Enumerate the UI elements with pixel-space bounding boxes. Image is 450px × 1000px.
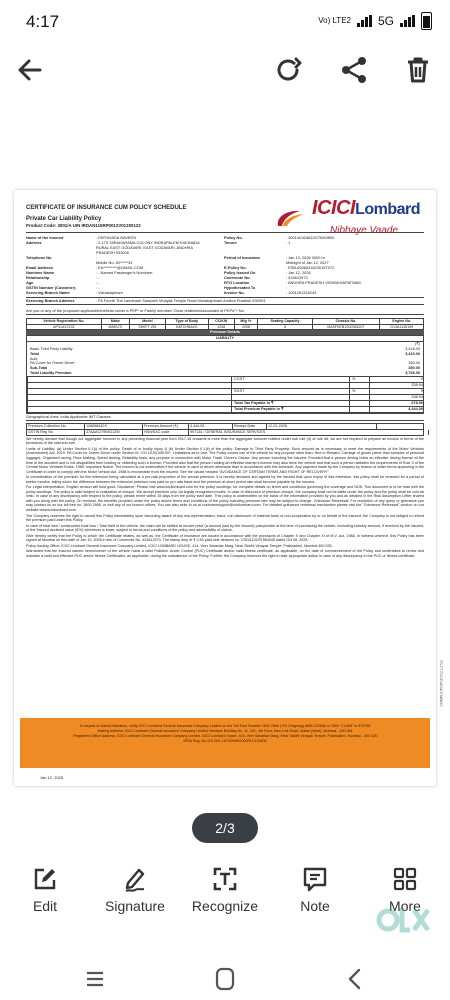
liability-currency: (₹) [415, 342, 420, 347]
system-nav-bar [0, 958, 450, 1000]
more-label: More [389, 898, 421, 914]
pep-question: Are you or any of the proposed applicant/beneficial owner a PEP* or Family member/ Close relatives/Associates of PEPs*? No [26, 308, 424, 315]
banner-line: Registered Office Address: ICICI Lombard General Insurance Company Limited, ICICI Lombard House, 414, Veer Savarkar Marg, Near Siddhi Vinayak Temple, Prabhadevi, Mumbai - 400 025 [73, 734, 377, 738]
vehicle-cell: D13A1136199 [380, 324, 424, 330]
collect-cell: 12-01-2026 [267, 424, 377, 429]
geo-area-line: Geographical Area: India Applicable IMT Clauses: [26, 413, 424, 421]
terms-paragraph: I/We hereby certify that the Policy to which the Certificate relates, as well as, the Certificate of insurance are issued in accordance with the provisions of Chapter X and Chapter XI of M.V. Act, 1988. In witness whereof, this Policy has been signed at Mumbai on this date of Jan 12, 2026 in lieu of Covernote No. 424612973. The stamp duty of ₹ 0.50 paid vide defaced no. CSD/1122/07564045 dated Oct 08, 2025. [26, 533, 424, 543]
vehicle-col-header: Vehicle Registration No. [27, 319, 102, 325]
liability-line: Add: [30, 356, 38, 361]
policy-field-9-2: RTO Location [224, 280, 250, 285]
policy-field-4-2: Period of Insurance [224, 255, 261, 260]
doc-date: Jan 12, 2026 [40, 775, 64, 780]
policy-field-4-1: : [96, 255, 98, 260]
policy-field-10-2: Hypothecated To [224, 285, 256, 290]
policy-field-7-1: : - Named Passenger's Nominee: [96, 270, 154, 275]
document-page[interactable] [14, 190, 444, 786]
recognize-scan-icon [212, 866, 238, 892]
vehicle-cell: 1248 [208, 324, 234, 330]
policy-field-11-1: : Vishakaptnam [96, 290, 123, 295]
policy-field-10-3: : [286, 285, 288, 290]
policy-fields [26, 232, 424, 295]
banner-line: Mailing Address: ICICI Lombard General Insurance Company Limited Interface Building No. 11, 401, 4th Floor, New Link Road, Malad (West), Mumbai - 400 064 [97, 729, 353, 733]
collect-cell: 4,444.00 [189, 424, 233, 429]
tax-row: SGST % 9 [27, 388, 423, 394]
policy-field-11-3: : 1001261316243 [286, 290, 317, 295]
back-arrow-icon[interactable] [14, 54, 46, 86]
policy-field-11-2: Invoice No. [224, 290, 245, 295]
policy-field-1-3: : 1 [286, 240, 291, 245]
vehicle-col-header: Engine No. [380, 319, 424, 325]
terms-paragraph: In case of total loss / constructive total loss / Total theft of the vehicle, the claim will be settled at invoice price (a amount paid by the insured) policyholder at the time of purchasing the vehicle, excluding subsidy amount, if received by the insured, or the Insured declared value (IDV) whichever is lower, subject to terms and conditions of the policy and admissibility of claims. [26, 523, 424, 533]
policy-field-0-0: Name of the Insured [26, 235, 64, 240]
terms-paragraph: In consideration of the premium for this extension being calculated at a pro-rata proportion of the annual premium, it is hereby declared and agreed by the insured that upon expiry of this extension, this policy shall be renewed for a period of twelve months, failing which the difference between the extension premium now paid on pro rata basis and the premium at short period rate shall become payable by the insured. [26, 475, 424, 484]
note-icon [302, 866, 328, 892]
edit-icon [32, 866, 58, 892]
tax-row: CGST % 9 [27, 376, 423, 382]
policy-field-2-1: RURAL EAST GODAVARI, EAST GODAVARI, ANDHRA [96, 245, 193, 250]
rotate-icon[interactable] [272, 54, 304, 86]
premium-section [26, 335, 424, 413]
policy-field-8-1: : - [96, 275, 100, 280]
terms-paragraph: The Company reserves the right to cancel this Policy immediately upon becoming aware of any mis-representation, fraud, non-disclosure of material facts or non-cooperation by or on behalf of the insured; the Company is not obliged to refund the premium paid under this Policy. [26, 513, 424, 523]
collect-cell: Premium Amount (₹) [143, 424, 189, 429]
policy-field-5-1: Mobile No: 8X*****33 [96, 260, 133, 265]
page-indicator: 2/3 [192, 813, 258, 843]
banner-line: In respect of claims intimation, notify ICICI Lombard General Insurance Company Limited on the Toll Free Number 1800 2666 (+91 Outgoing) 8655 222666 or SMS "CLAIM" to 575758 [79, 724, 371, 728]
doc-product-code: Product Code: 3001/A UIN IRDAN115RP0012V01200122 [26, 223, 141, 228]
policy-field-0-3: : 3001/A/424612973/00/B00 [286, 235, 335, 240]
delete-icon[interactable] [402, 54, 434, 86]
vehicle-col-header: Make [101, 319, 129, 325]
terms-paragraph: Limits of Liability: (a) Under Section II-1(i) of the policy: Death of or bodily injury & (b) Under Section II-1(ii) of the policy: Damage to Third Party Property: Such amount as is necessary to meet the requirements of the Motor Vehicles (Amendment) Act, 2019. PA Cover for Owner Driver under Section III: CSI 15,00,000.00*. Limitations as to Use: The Policy covers use of the vehicle for any purpose other than: Hire or Reward, Carriage of goods (other than samples of personal luggage), Organized racing, Pace Making, Speed testing, Reliability trials, any purpose in connection with Motor Trade. Driver's Clause: Any person including the insured: Provided that a person driving holds an effective driving license at the time of the accident and is not disqualified from holding or obtaining such a license. Provided also that the person holding an effective learner's license may also drive the vehicle and that such a person satisfies the requirements of Rule 3 of the Central Motor Vehicles Rules, 1989. Important Notice: The insured is not indemnified if the vehicle is used or driven otherwise than in accordance with this schedule. Any payment made by the Company by reason of wider terms appearing in the Certificate in order to comply with the Motor Vehicle Act, 1988 is recoverable from the insured. See the clause headed "AVOIDANCE OF CERTAIN TERMS AND RIGHT OF RECOVERY". [26, 446, 424, 474]
note-button[interactable] [270, 858, 360, 914]
policy-field-0-2: Policy No. [224, 235, 243, 240]
collect-cell: Premium Collection No. [27, 424, 85, 429]
terms-paragraph: Warranted that the insured named herein/owner of the vehicle holds a valid Pollution Under Control (PUC) Certificate and/or valid fitness certificate, as applicable, on the date of commencement of the Policy and undertakes to renew and maintain a valid and effective PUC and/or fitness Certificates, as applicable, during the subsistence of the Policy. Further, the Company reserves the right to take appropriate action in case of any discrepancy in the PUC or fitness certificate. [26, 549, 424, 558]
policy-field-10-1: : - [96, 285, 100, 290]
banner-line: IRDA Reg. No.115 CIN: L67200MH2000PLC129408 [183, 739, 267, 743]
policy-field-10-0: GSTIN Number (Customer) [26, 285, 76, 290]
terms-paragraphs [26, 437, 424, 559]
vehicle-col-header: Seating Capacity [258, 319, 312, 325]
policy-field-0-1: : PATHIVADA NAVEEN [96, 235, 136, 240]
vehicle-col-header: Model [130, 319, 166, 325]
liability-line: Basic Third Party Liability 3,416.00 [30, 346, 420, 351]
signature-pen-icon [122, 866, 148, 892]
signature-button[interactable] [90, 858, 180, 914]
icici-lombard-logo [274, 197, 424, 240]
policy-field-7-2: Policy Issued On [224, 270, 256, 275]
signature-label: Signature [105, 898, 165, 914]
premium-details-header: Premium Details [26, 330, 424, 335]
gstin-cell: 37AAACI7904G1ZM [85, 430, 143, 435]
gstin-cell: GSTIN Reg No. [27, 430, 85, 435]
policy-field-9-3: : ANDHRA PRADESH-VISHAKHAPATNAM [286, 280, 361, 285]
policy-field-9-1: : - [96, 280, 100, 285]
liability-header: LIABILITY [27, 336, 423, 342]
policy-field-6-2: E-Policy No. [224, 265, 247, 270]
volte-indicator: Vo) LTE2 [318, 16, 351, 25]
share-icon[interactable] [338, 54, 370, 86]
policy-field-6-1: : EA*********@GMAIL.COM [96, 265, 144, 270]
top-toolbar [0, 40, 450, 100]
policy-field-6-0: Email Address [26, 265, 53, 270]
recognize-label: Recognize [191, 898, 259, 914]
vehicle-cell: 5 [258, 324, 312, 330]
policy-field-8-2: Covernote No. [224, 275, 251, 280]
collect-cell: Receipt Date [233, 424, 267, 429]
vehicle-col-header: Type of Body [165, 319, 208, 325]
home-icon[interactable] [210, 966, 240, 992]
policy-field-4-3: : Jan 13, 2026 0000 hr [286, 255, 325, 260]
olx-watermark-icon [374, 890, 434, 950]
logo-tagline: Nibhaye Vaade [330, 225, 399, 236]
status-bar [0, 0, 450, 40]
policy-field-1-2: Tenure [224, 240, 237, 245]
premium-collection-row [26, 423, 424, 430]
signal-icon [357, 15, 372, 27]
policy-field-1-1: : 2-170 TARAKARAMA COLONY INDRAPALEM KAKINADA [96, 240, 200, 245]
terms-paragraph: For Legal interpretation, English version will hold good. Disclaimer: Please visit www.icicilombard.com for the policy wordings, for complete details on terms and conditions governing the coverage and NCB. This document is to be read with the policy wordings. The policy is valid subject to realization of cheque. We accept premium only via legally recognized modes. In case of dishonour of premium cheque, the company shall not be liable under the policy and the policy shall be void ab initio. In case of any discrepancy with respect to the policy, please revert within 15 days from the policy start date. This policy is underwritten on the basis of the information provided by you and as detailed in the Risk Assumption Letter shared with you along with the policy. On renewal, the benefits provided under the policy and/or terms and conditions of the policy including premium rate may be subject to change. Grievance Redressal: For resolution of any query or grievance you may contact us on our toll free no. 1800 2666, or visit any of our branch offices. You can also write to us at customersupport@icicilombard.com. For detailed grievance redressal mechanism please visit the "Grievance Redressal" section on our website www.icicilombard.com. [26, 485, 424, 512]
side-code: COMPLICPGPCDV12.L1712 [440, 660, 444, 707]
doc-title: CERTIFICATE OF INSURANCE CUM POLICY SCHEDULE [26, 205, 187, 211]
liability-line: Total 3,416.00 [30, 351, 420, 356]
policy-field-8-0: Relationship [26, 275, 50, 280]
signal-icon-2 [400, 15, 415, 27]
recent-apps-icon[interactable] [80, 966, 110, 992]
gstin-cell: 997134 / GENERAL INSURANCE SERVICES [189, 430, 429, 435]
liability-line: Total Liability Premium 3,766.00 [30, 370, 420, 375]
vehicle-cell: MARUTI [101, 324, 129, 330]
status-icons [318, 12, 432, 30]
claims-info-banner [20, 718, 430, 768]
vehicle-cell: SWIFT VDI [130, 324, 166, 330]
policy-field-9-0: Age [26, 280, 34, 285]
vehicle-col-header: Chassis No. [312, 319, 380, 325]
policy-field-4-0: Telephone No [26, 255, 52, 260]
policy-field-5-3: Midnight of Jan 12, 2027 [286, 260, 329, 265]
edit-button[interactable] [0, 858, 90, 914]
vehicle-col-header: CC/KW [208, 319, 234, 325]
vehicle-cell: MA3FKEB1S00364207 [312, 324, 380, 330]
status-time: 4:17 [26, 12, 60, 31]
policy-field-3-1: PRADESH 533006 [96, 250, 129, 255]
policy-field-7-3: : Jan 12, 2026 [286, 270, 311, 275]
network-type: 5G [377, 14, 394, 28]
vehicle-col-header: Mfg Yr [234, 319, 258, 325]
vehicle-cell: AP31AY2133 [27, 324, 102, 330]
policy-field-11-0: Servicing Branch Name [26, 290, 70, 295]
document-viewer[interactable] [0, 100, 450, 800]
icici-logo-icon [274, 208, 308, 228]
terms-paragraph: We hereby declare that though our aggregate turnover in any preceding financial year from 2017-18 onwards is more than the aggregate turnover notified under sub rule (4) of rule 48, we are not required to prepare an invoice in terms of the provisions of the said sub-rule. [26, 436, 424, 446]
gstin-row [26, 430, 424, 436]
tax-row: 338.94 [27, 394, 423, 400]
vehicle-table [26, 318, 424, 330]
policy-field-8-3: : 424612973 [286, 275, 308, 280]
tax-row: Total Tax Payable in ₹ 678.00 [27, 400, 423, 406]
logo-brand: ICICILombard [312, 197, 421, 219]
terms-paragraph: Policy Issuing Office: ICICI Lombard General Insurance Company Limited, ICICI LOMBARD HOUSE, 414, Veer Savarkar Marg, Near Siddhi Vinayak Temple, Prabhadevi, Mumbai 400 025. [26, 543, 333, 548]
collect-cell: 126658442X [85, 424, 143, 429]
tax-row: Total Premium Payable in ₹ 4,444.00 [27, 406, 423, 412]
note-label: Note [300, 898, 330, 914]
back-icon[interactable] [340, 966, 370, 992]
policy-field-6-3: : ESB-6908031823015T072 [286, 265, 335, 270]
doc-subtitle: Private Car Liability Policy [26, 216, 102, 222]
liability-line: PA Cover for Owner Driver 350.00 [30, 361, 420, 366]
battery-icon [421, 12, 432, 30]
more-grid-icon [392, 866, 418, 892]
vehicle-cell: 2008 [234, 324, 258, 330]
servicing-branch-address: Servicing Branch Address : F6 Fourth The Landmark Sampath Vinayak Temple Road,Vishakaptnam Andhra Pradesh 530003 [26, 297, 424, 305]
liability-line: Sub-Total 350.00 [30, 366, 420, 371]
vehicle-cell: HATCHBACK [165, 324, 208, 330]
recognize-button[interactable] [180, 858, 270, 914]
policy-field-7-0: Nominee Name [26, 270, 55, 275]
edit-label: Edit [32, 898, 58, 914]
gstin-cell: HSN/SAC code [143, 430, 189, 435]
policy-field-1-0: Address [26, 240, 42, 245]
tax-row: 338.94 [27, 382, 423, 388]
